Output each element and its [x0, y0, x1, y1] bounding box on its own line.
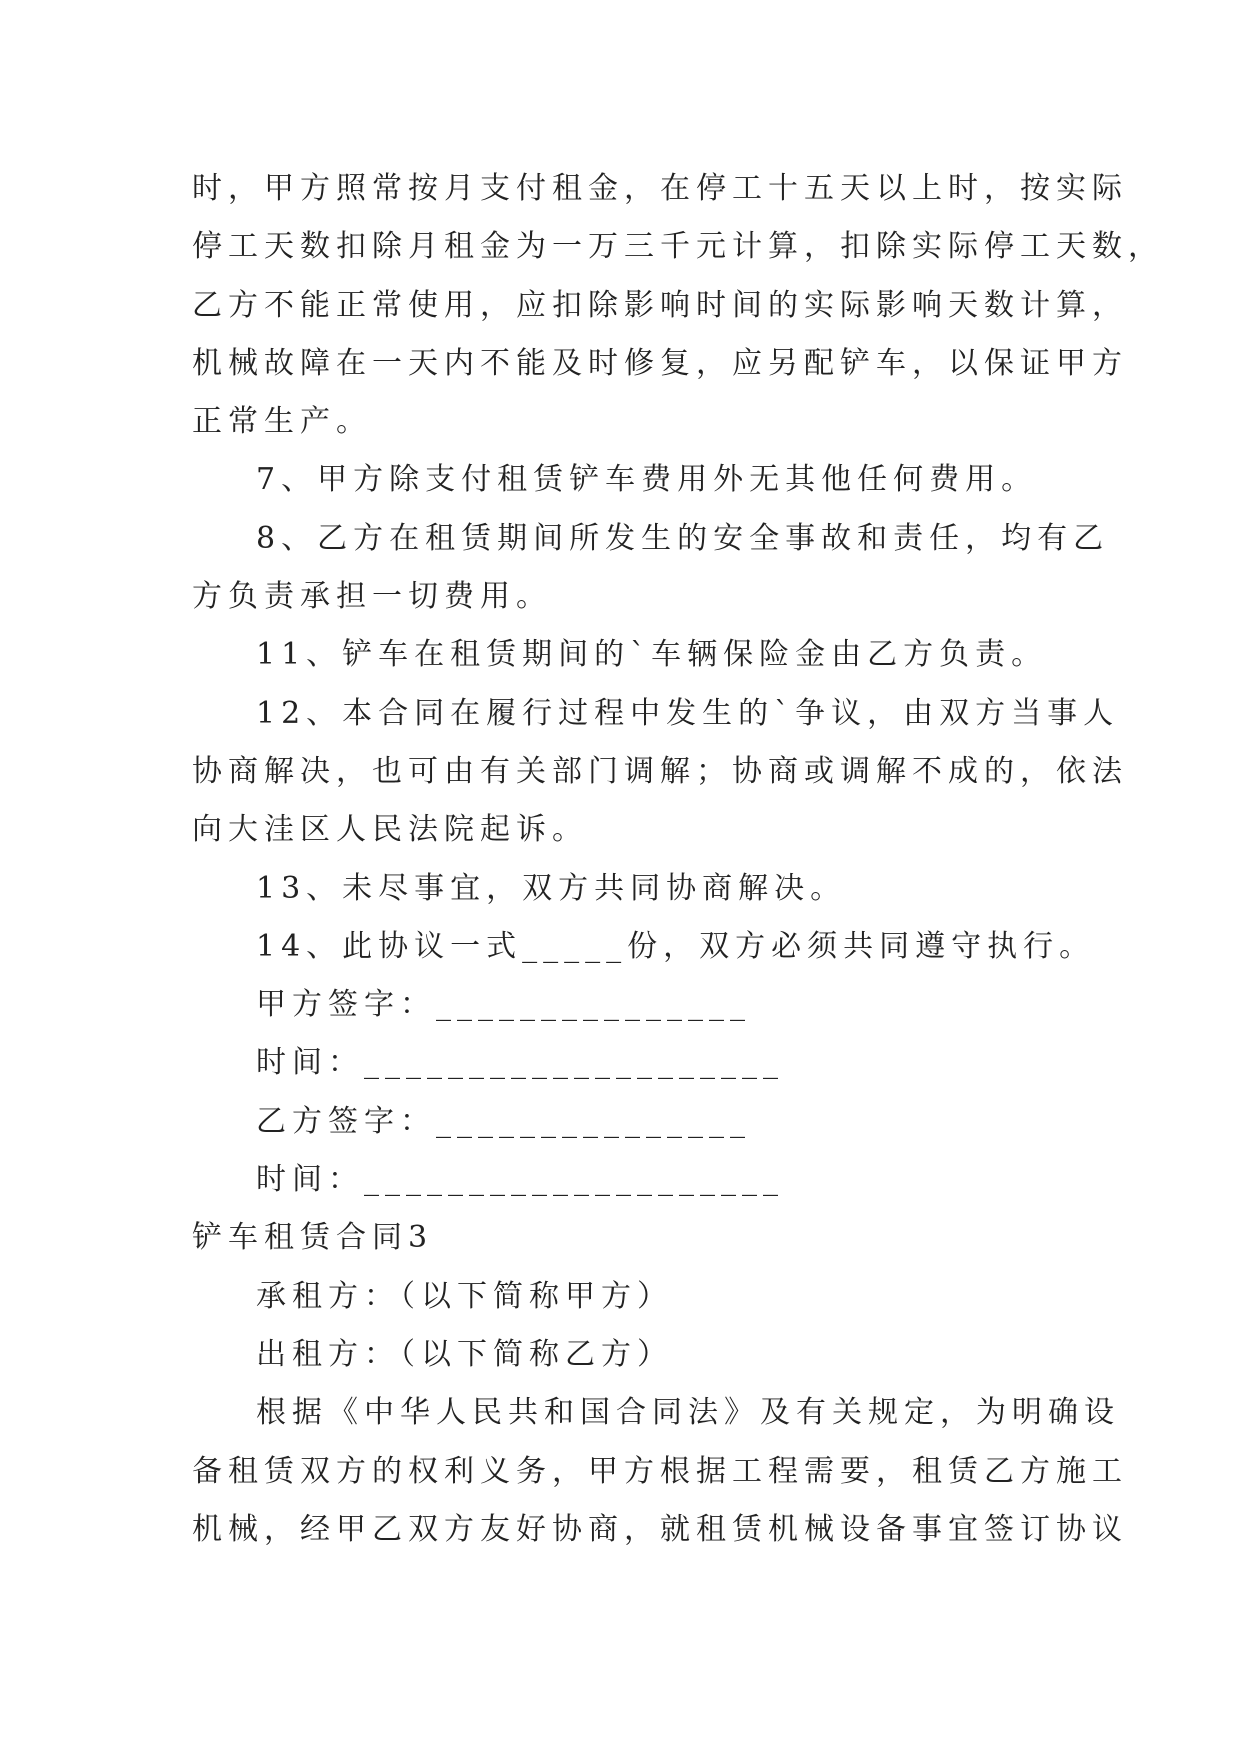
document-line: 14、此协议一式_____份，双方必须共同遵守执行。 [256, 928, 1096, 964]
document-line: 乙方签字：_______________ [256, 1103, 751, 1139]
document-line: 出租方：（以下简称乙方） [256, 1336, 673, 1372]
document-line: 甲方签字：_______________ [256, 987, 751, 1023]
document-line: 正常生产。 [192, 404, 372, 440]
document-line: 乙方不能正常使用，应扣除影响时间的实际影响天数计算， [192, 287, 1128, 323]
document-line: 7、甲方除支付租赁铲车费用外无其他任何费用。 [256, 462, 1038, 498]
document-line: 方负责承担一切费用。 [192, 579, 552, 615]
document-line: 备租赁双方的权利义务，甲方根据工程需要，租赁乙方施工 [192, 1453, 1128, 1489]
document-line: 承租方：（以下简称甲方） [256, 1278, 673, 1314]
document-line: 12、本合同在履行过程中发生的`争议，由双方当事人 [256, 695, 1120, 731]
document-line: 协商解决，也可由有关部门调解；协商或调解不成的，依法 [192, 753, 1128, 789]
document-line: 11、铲车在租赁期间的`车辆保险金由乙方负责。 [256, 637, 1048, 673]
document-line: 时，甲方照常按月支付租金，在停工十五天以上时，按实际 [192, 171, 1128, 206]
document-line: 时间：____________________ [256, 1162, 784, 1198]
document-line: 根据《中华人民共和国合同法》及有关规定，为明确设 [256, 1395, 1120, 1431]
document-line: 机械故障在一天内不能及时修复，应另配铲车，以保证甲方 [192, 345, 1128, 381]
document-line: 机械，经甲乙双方友好协商，就租赁机械设备事宜签订协议 [192, 1511, 1128, 1547]
document-line: 13、未尽事宜，双方共同协商解决。 [256, 870, 847, 906]
document-body [192, 160, 1164, 1559]
document-line: 时间：____________________ [256, 1045, 784, 1081]
document-line: 向大洼区人民法院起诉。 [192, 812, 588, 848]
document-line: 铲车租赁合同3 [192, 1220, 434, 1256]
document-line: 8、乙方在租赁期间所发生的安全事故和责任，均有乙 [256, 520, 1110, 556]
document-line: 停工天数扣除月租金为一万三千元计算，扣除实际停工天数， [192, 229, 1164, 265]
